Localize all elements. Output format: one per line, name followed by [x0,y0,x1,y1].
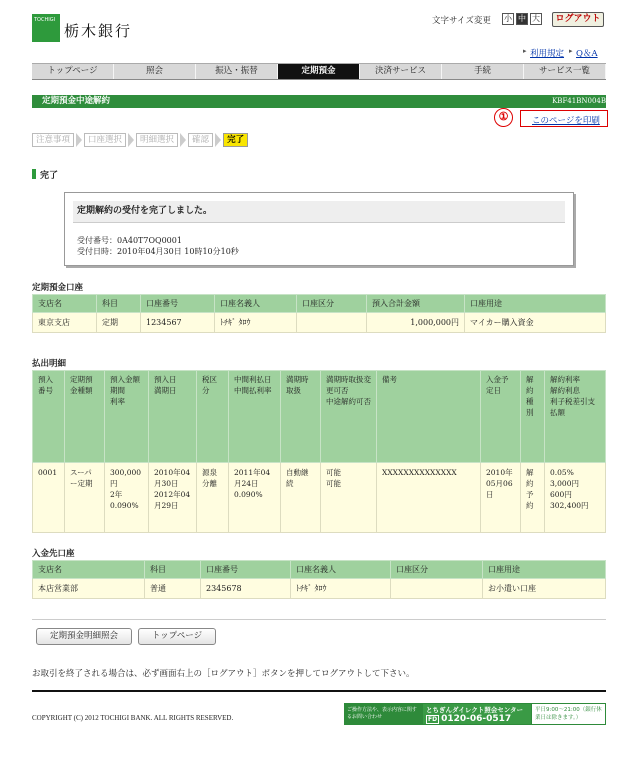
divider [32,619,606,620]
col-cancel-interest: 解約利率 解約利息 利子税差引支払額 [545,371,606,463]
banner-center [423,704,531,724]
step-account-select: 口座選択 [84,133,126,147]
col-interim-interest: 中間利払日 中間払利率 [229,371,281,463]
cell: 可能 可能 [321,463,377,533]
col-payment-date: 入金予定日 [481,371,521,463]
col-subject: 科目 [145,561,201,579]
cell: 本店営業部 [33,579,145,599]
account-table-title: 定期預金口座 [32,283,84,293]
annotation-badge: ① [494,108,513,127]
detail-table-title: 払出明細 [32,359,67,369]
step-detail-select: 明細選択 [136,133,178,147]
col-subject: 科目 [97,295,141,313]
col-type: 口座区分 [297,295,367,313]
cell: 普通 [145,579,201,599]
cell: マイカー購入資金 [465,313,606,333]
banner-phone-number: 0120-06-0517 [441,714,512,724]
logout-button[interactable]: ログアウト [552,12,604,27]
col-branch: 支店名 [33,295,97,313]
cell: 0.05% 3,000円 600円 302,400円 [545,463,606,533]
col-total: 預入合計金額 [367,295,465,313]
progress-steps [32,133,248,147]
col-amount-term-rate: 預入金額 期間 利率 [105,371,149,463]
detail-table [32,370,606,533]
cell: 自動継続 [281,463,321,533]
col-account-no: 口座番号 [201,561,291,579]
receipt-datetime: 受付日時：2010年04月30日 10時10分10秒 [77,247,239,256]
nav-time-deposit[interactable]: 定期預金 [278,64,360,79]
completion-heading: 定期解約の受付を完了しました。 [73,201,565,223]
step-arrow-icon [180,133,186,147]
nav-procedures[interactable]: 手続 [442,64,524,79]
cell: 2010年04月30日 2012年04月29日 [149,463,197,533]
col-cancel-type: 解約種別 [521,371,545,463]
completion-message-box [64,192,574,266]
cell: お小遣い口座 [483,579,606,599]
col-dates: 預入日 満期日 [149,371,197,463]
nav-transfer[interactable]: 振込・振替 [196,64,278,79]
table-row [33,463,606,533]
nav-inquiry[interactable]: 照会 [114,64,196,79]
bank-logo-mark: TOCHIGI [32,14,60,42]
logout-notice: お取引を終了される場合は、必ず画面右上の［ログアウト］ボタンを押してログアウトして下さい。 [32,669,415,679]
nav-top[interactable]: トップページ [32,64,114,79]
deposit-table-title: 入金先口座 [32,549,75,559]
step-notes: 注意事項 [32,133,74,147]
footer-divider [32,690,606,692]
step-arrow-icon [215,133,221,147]
table-row [33,579,606,599]
receipt-number: 受付番号：0A40T7OQ0001 [77,236,182,245]
col-maturity-handling: 満期時取扱 [281,371,321,463]
arrow-right-icon: ▸ [569,47,573,55]
screen-code: KBF41BN004B [552,97,606,105]
global-nav [32,63,606,80]
top-page-button[interactable]: トップページ [138,628,216,645]
nav-payment-services[interactable]: 決済サービス [360,64,442,79]
col-change-cancel: 満期時取扱変更可否 中途解約可否 [321,371,377,463]
banner-inquiry-label: ご操作方法や、表示内容に関するお問い合わせ [345,704,423,724]
col-branch: 支店名 [33,561,145,579]
cell: 300,000円 2年 0.090% [105,463,149,533]
col-type: 口座区分 [391,561,483,579]
step-arrow-icon [76,133,82,147]
free-dial-icon: FD [428,716,438,723]
cell: 東京支店 [33,313,97,333]
step-arrow-icon [128,133,134,147]
font-size-large-button[interactable]: 大 [532,14,540,23]
col-deposit-no: 預入番号 [33,371,65,463]
cell: 1234567 [141,313,215,333]
cell: 1,000,000円 [367,313,465,333]
cell: 2010年05月06日 [481,463,521,533]
section-title: 完了 [40,171,59,181]
cell [391,579,483,599]
cell: 定期 [97,313,141,333]
col-holder: 口座名義人 [291,561,391,579]
table-row [33,313,606,333]
banner-hours: 平日9:00〜21:00（銀行休業日は除きます。） [531,704,605,724]
faq-link[interactable]: Q＆A [576,49,598,59]
banner-center-name: とちぎんダイレクト照会センター [426,706,523,714]
time-deposit-detail-button[interactable]: 定期預金明細照会 [36,628,132,645]
cell: 解約予約 [521,463,545,533]
banner-phone [426,714,528,724]
cell: 2345678 [201,579,291,599]
cell: 2011年04月24日 0.090% [229,463,281,533]
deposit-table [32,560,606,599]
bank-name: 栃木銀行 [64,22,133,40]
cell [297,313,367,333]
step-complete: 完了 [223,133,248,147]
col-tax: 税区分 [197,371,229,463]
cell: XXXXXXXXXXXXXX [377,463,481,533]
section-marker-icon [32,169,36,179]
nav-service-list[interactable]: サービス一覧 [524,64,606,79]
cell: 源泉分離 [197,463,229,533]
account-table [32,294,606,333]
cell: ﾄﾁｷﾞ ﾀﾛｳ [291,579,391,599]
print-page-link[interactable]: このページを印刷 [532,116,600,126]
col-account-no: 口座番号 [141,295,215,313]
col-holder: 口座名義人 [215,295,297,313]
cell: ﾄﾁｷﾞ ﾀﾛｳ [215,313,297,333]
font-size-label: 文字サイズ変更 [432,16,491,26]
terms-link[interactable]: 利用規定 [530,49,565,59]
cell: 0001 [33,463,65,533]
arrow-right-icon: ▸ [523,47,527,55]
col-deposit-kind: 定期預金種類 [65,371,105,463]
font-size-small-button[interactable]: 小 [504,14,512,23]
page-title: 定期預金中途解約 [32,95,606,108]
step-confirm: 確認 [188,133,213,147]
call-center-banner[interactable] [344,703,606,725]
col-remarks: 備考 [377,371,481,463]
font-size-medium-button[interactable]: 中 [518,14,526,23]
col-purpose: 口座用途 [483,561,606,579]
copyright: COPYRIGHT (C) 2012 TOCHIGI BANK. ALL RIGHTS RESERVED. [32,714,234,722]
col-purpose: 口座用途 [465,295,606,313]
cell: スーパー定期 [65,463,105,533]
